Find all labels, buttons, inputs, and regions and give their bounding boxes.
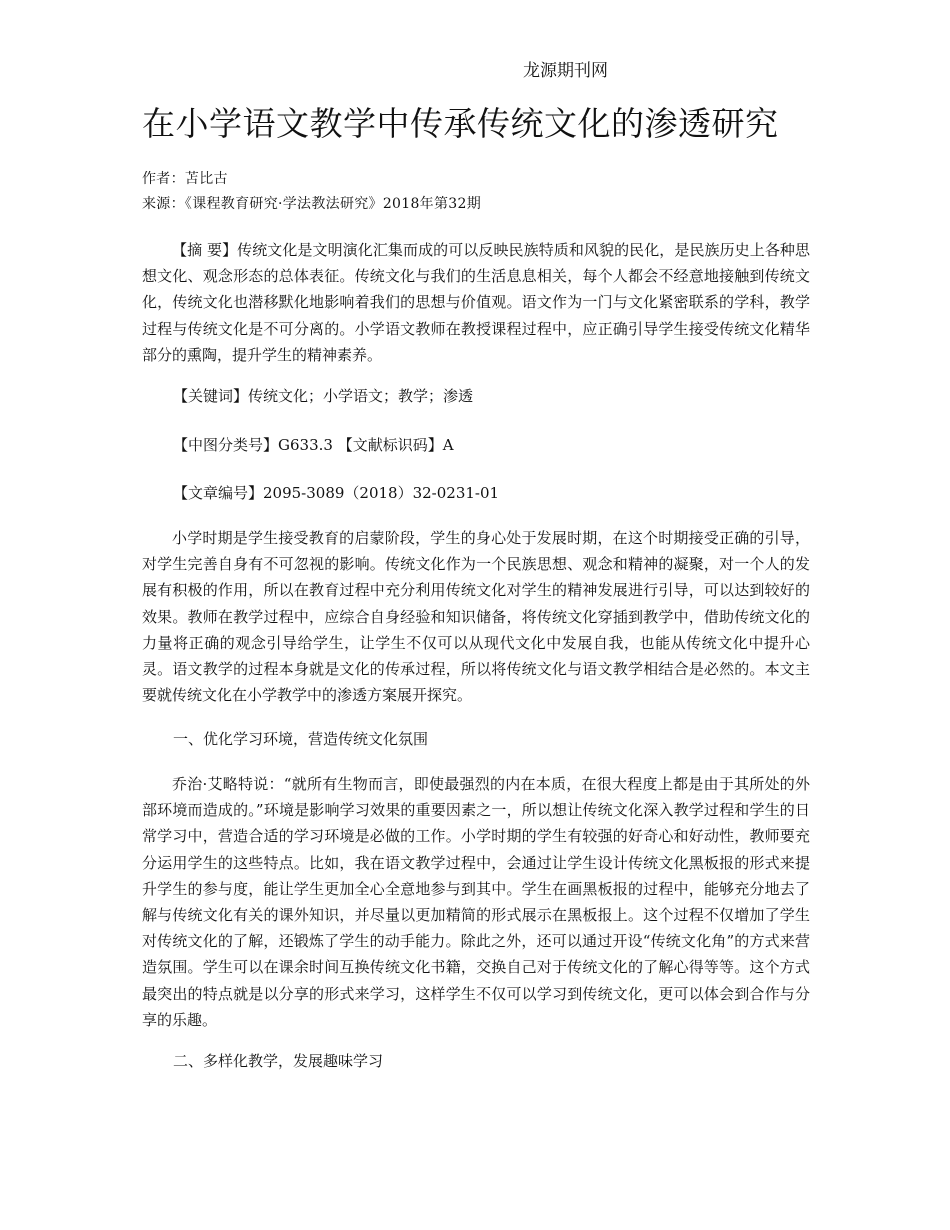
classification-line: 【中图分类号】G633.3 【文献标识码】A xyxy=(173,436,454,454)
section1-paragraph: 乔治·艾略特说：“就所有生物而言，即使最强烈的内在本质，在很大程度上都是由于其所处的外部环境而造成的。”环境是影响学习效果的重要因素之一，所以想让传统文化深入教学过程和学生的日常学习中，营造合适的学习环境是必做的工作。小学时期的学生有较强的好奇心和好动性，教师要充分运用学生的这些特点。比如，我在语文教学过程中，会通过让学生设计传统文化黑板报的形式来提升学生的参与度，能让学生更加全心全意地参与到其中。学生在画黑板报的过程中，能够充分地去了解与传统文化有关的课外知识，并尽量以更加精简的形式展示在黑板报上。这个过程不仅增加了学生对传统文化的了解，还锻炼了学生的动手能力。除此之外，还可以通过开设“传统文化角”的方式来营造氛围。学生可以在课余时间互换传统文化书籍，交换自己对于传统文化的了解心得等等。这个方式最突出的特点就是以分享的形式来学习，这样学生不仅可以学习到传统文化，更可以体会到合作与分享的乐趣。 xyxy=(142,775,810,1029)
abstract-paragraph: 【摘 要】传统文化是文明演化汇集而成的可以反映民族特质和风貌的民化，是民族历史上各种思想文化、观念形态的总体表征。传统文化与我们的生活息息相关，每个人都会不经意地接触到传统文化，传统文化也潜移默化地影响着我们的思想与价值观。语文作为一门与文化紧密联系的学科，教学过程与传统文化是不可分离的。小学语文教师在教授课程过程中，应正确引导学生接受传统文化精华部分的熏陶，提升学生的精神素养。 xyxy=(142,241,810,364)
article-number-line: 【文章编号】2095-3089（2018）32-0231-01 xyxy=(173,484,500,502)
author-line: 作者：苫比古 xyxy=(142,171,228,187)
section-heading-2: 二、多样化教学，发展趣味学习 xyxy=(173,1052,384,1070)
source-line: 来源：《课程教育研究·学法教法研究》2018年第32期 xyxy=(142,196,481,212)
keywords-line: 【关键词】传统文化；小学语文；教学；渗透 xyxy=(173,387,474,405)
intro-paragraph: 小学时期是学生接受教育的启蒙阶段，学生的身心处于发展时期，在这个时期接受正确的引导，对学生完善自身有不可忽视的影响。传统文化作为一个民族思想、观念和精神的凝聚，对一个人的发展有积极的作用，所以在教育过程中充分利用传统文化对学生的精神发展进行引导，可以达到较好的效果。教师在教学过程中，应综合自身经验和知识储备，将传统文化穿插到教学中，借助传统文化的力量将正确的观念引导给学生，让学生不仅可以从现代文化中发展自我，也能从传统文化中提升心灵。语文教学的过程本身就是文化的传承过程，所以将传统文化与语文教学相结合是必然的。本文主要就传统文化在小学教学中的渗透方案展开探究。 xyxy=(142,529,810,705)
section-heading-1: 一、优化学习环境，营造传统文化氛围 xyxy=(173,730,429,748)
article-title: 在小学语文教学中传承传统文化的渗透研究 xyxy=(142,104,779,143)
site-name: 龙源期刊网 xyxy=(523,61,608,81)
